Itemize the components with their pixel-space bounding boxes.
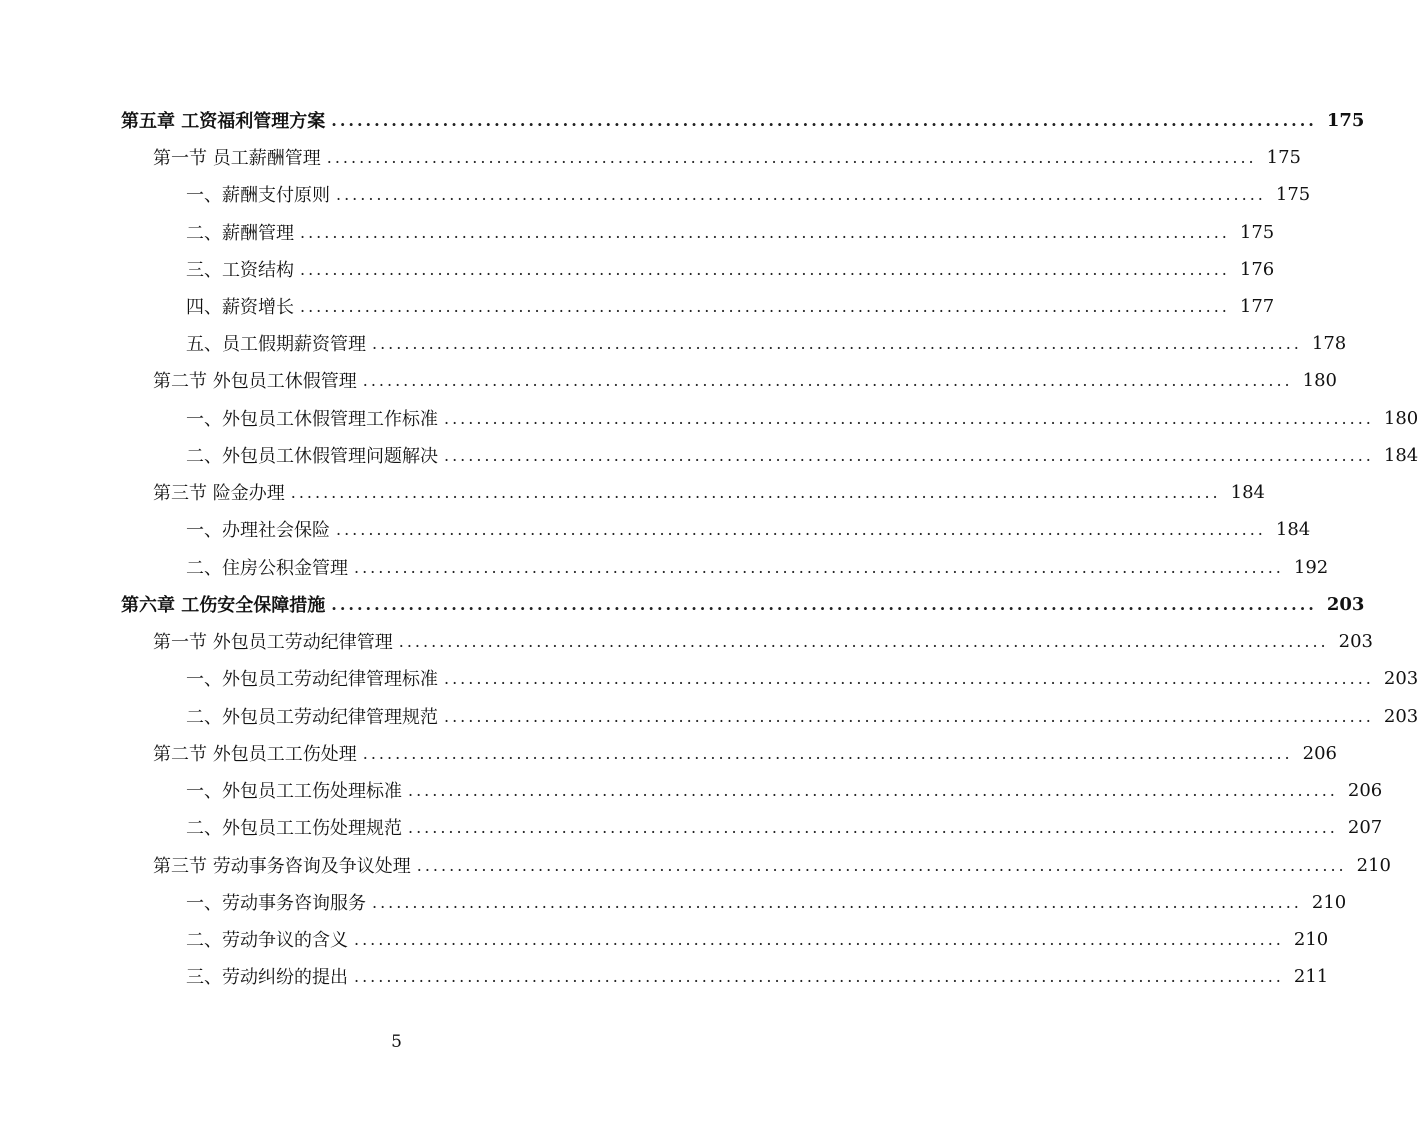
toc-entry-section[interactable] [153, 852, 1391, 878]
toc-entry-page: 180 [1383, 407, 1418, 429]
toc-entry-subsection[interactable] [186, 181, 1311, 207]
toc-entry-title: 二、外包员工休假管理问题解决 [186, 446, 438, 467]
toc-entry-section[interactable] [153, 144, 1301, 170]
toc-entry-page: 184 [1275, 518, 1311, 540]
toc-dot-leader: ................................................................................................................... [300, 296, 1230, 316]
toc-entry-page: 184 [1230, 481, 1265, 503]
toc-entry-title: 二、劳动争议的含义 [186, 930, 348, 951]
page-number: 5 [391, 1032, 402, 1052]
toc-dot-leader: ................................................................................................................... [444, 668, 1374, 688]
toc-entry-subsection[interactable] [186, 219, 1275, 245]
toc-entry-page: 180 [1302, 369, 1337, 391]
toc-entry-subsection[interactable] [186, 256, 1275, 282]
toc-entry-title: 第三节 险金办理 [153, 483, 285, 504]
toc-entry-title: 五、员工假期薪资管理 [186, 334, 366, 355]
toc-entry-chapter[interactable] [121, 591, 1365, 617]
toc-entry-subsection[interactable] [186, 293, 1275, 319]
toc-dot-leader: ................................................................................................................... [331, 110, 1317, 130]
toc-entry-subsection[interactable] [186, 703, 1418, 729]
toc-dot-leader: ................................................................................................................... [336, 519, 1266, 539]
toc-entry-section[interactable] [153, 367, 1337, 393]
toc-entry-page: 175 [1326, 109, 1365, 131]
toc-entry-page: 203 [1383, 705, 1418, 727]
toc-entry-subsection[interactable] [186, 405, 1418, 431]
toc-entry-title: 第二节 外包员工工伤处理 [153, 744, 357, 765]
toc-dot-leader: ................................................................................................................... [408, 780, 1338, 800]
toc-dot-leader: ................................................................................................................... [354, 929, 1284, 949]
toc-dot-leader: ................................................................................................................... [326, 147, 1257, 167]
toc-entry-subsection[interactable] [186, 889, 1347, 915]
toc-entry-page: 207 [1347, 816, 1383, 838]
toc-entry-chapter[interactable] [121, 107, 1365, 133]
toc-entry-page: 176 [1239, 258, 1275, 280]
toc-entry-title: 一、外包员工休假管理工作标准 [186, 409, 438, 430]
toc-entry-title: 一、办理社会保险 [186, 520, 330, 541]
toc-dot-leader: ................................................................................................................... [372, 892, 1302, 912]
toc-entry-page: 211 [1293, 965, 1329, 987]
toc-entry-page: 210 [1293, 928, 1329, 950]
toc-entry-page: 203 [1383, 667, 1418, 689]
toc-dot-leader: ................................................................................................................... [300, 222, 1230, 242]
toc-dot-leader: ................................................................................................................... [444, 706, 1374, 726]
toc-entry-section[interactable] [153, 479, 1265, 505]
toc-dot-leader: ................................................................................................................... [444, 408, 1374, 428]
toc-dot-leader: ................................................................................................................... [408, 817, 1338, 837]
toc-dot-leader: ................................................................................................................... [444, 445, 1374, 465]
toc-dot-leader: ................................................................................................................... [362, 743, 1293, 763]
toc-entry-page: 206 [1347, 779, 1383, 801]
toc-entry-title: 二、外包员工工伤处理规范 [186, 818, 402, 839]
toc-dot-leader: ................................................................................................................... [300, 259, 1230, 279]
toc-entry-subsection[interactable] [186, 554, 1329, 580]
toc-dot-leader: ................................................................................................................... [416, 855, 1347, 875]
toc-entry-subsection[interactable] [186, 963, 1329, 989]
toc-dot-leader: ................................................................................................................... [362, 370, 1293, 390]
toc-entry-title: 三、劳动纠纷的提出 [186, 967, 348, 988]
toc-entry-title: 第三节 劳动事务咨询及争议处理 [153, 856, 411, 877]
toc-entry-page: 178 [1311, 332, 1347, 354]
toc-entry-subsection[interactable] [186, 665, 1418, 691]
toc-entry-page: 210 [1356, 854, 1391, 876]
toc-entry-title: 一、外包员工工伤处理标准 [186, 781, 402, 802]
toc-entry-page: 192 [1293, 556, 1329, 578]
toc-entry-subsection[interactable] [186, 442, 1418, 468]
toc-dot-leader: ................................................................................................................... [290, 482, 1221, 502]
toc-entry-title: 第六章 工伤安全保障措施 [121, 595, 326, 616]
toc-entry-page: 203 [1338, 630, 1373, 652]
toc-entry-title: 第一节 外包员工劳动纪律管理 [153, 632, 393, 653]
toc-entry-title: 第一节 员工薪酬管理 [153, 148, 321, 169]
toc-entry-page: 175 [1239, 221, 1275, 243]
toc-entry-title: 第二节 外包员工休假管理 [153, 371, 357, 392]
toc-dot-leader: ................................................................................................................... [336, 184, 1266, 204]
toc-entry-subsection[interactable] [186, 926, 1329, 952]
toc-entry-page: 175 [1266, 146, 1301, 168]
toc-dot-leader: ................................................................................................................... [398, 631, 1329, 651]
toc-entry-title: 一、外包员工劳动纪律管理标准 [186, 669, 438, 690]
toc-entry-title: 第五章 工资福利管理方案 [121, 111, 326, 132]
toc-entry-subsection[interactable] [186, 516, 1311, 542]
toc-entry-title: 一、劳动事务咨询服务 [186, 893, 366, 914]
toc-entry-page: 177 [1239, 295, 1275, 317]
toc-entry-subsection[interactable] [186, 777, 1383, 803]
toc-entry-title: 二、外包员工劳动纪律管理规范 [186, 707, 438, 728]
toc-dot-leader: ................................................................................................................... [354, 557, 1284, 577]
toc-entry-title: 一、薪酬支付原则 [186, 185, 330, 206]
toc-entry-subsection[interactable] [186, 330, 1347, 356]
toc-entry-section[interactable] [153, 628, 1373, 654]
toc-entry-subsection[interactable] [186, 814, 1383, 840]
toc-dot-leader: ................................................................................................................... [372, 333, 1302, 353]
toc-entry-page: 184 [1383, 444, 1418, 466]
toc-entry-title: 四、薪资增长 [186, 297, 294, 318]
toc-entry-title: 二、薪酬管理 [186, 223, 294, 244]
toc-dot-leader: ................................................................................................................... [354, 966, 1284, 986]
toc-entry-page: 203 [1326, 593, 1365, 615]
toc-entry-page: 206 [1302, 742, 1337, 764]
toc-entry-page: 210 [1311, 891, 1347, 913]
toc-entry-title: 三、工资结构 [186, 260, 294, 281]
toc-entry-page: 175 [1275, 183, 1311, 205]
toc-entry-title: 二、住房公积金管理 [186, 558, 348, 579]
toc-dot-leader: ................................................................................................................... [331, 594, 1317, 614]
toc-entry-section[interactable] [153, 740, 1337, 766]
